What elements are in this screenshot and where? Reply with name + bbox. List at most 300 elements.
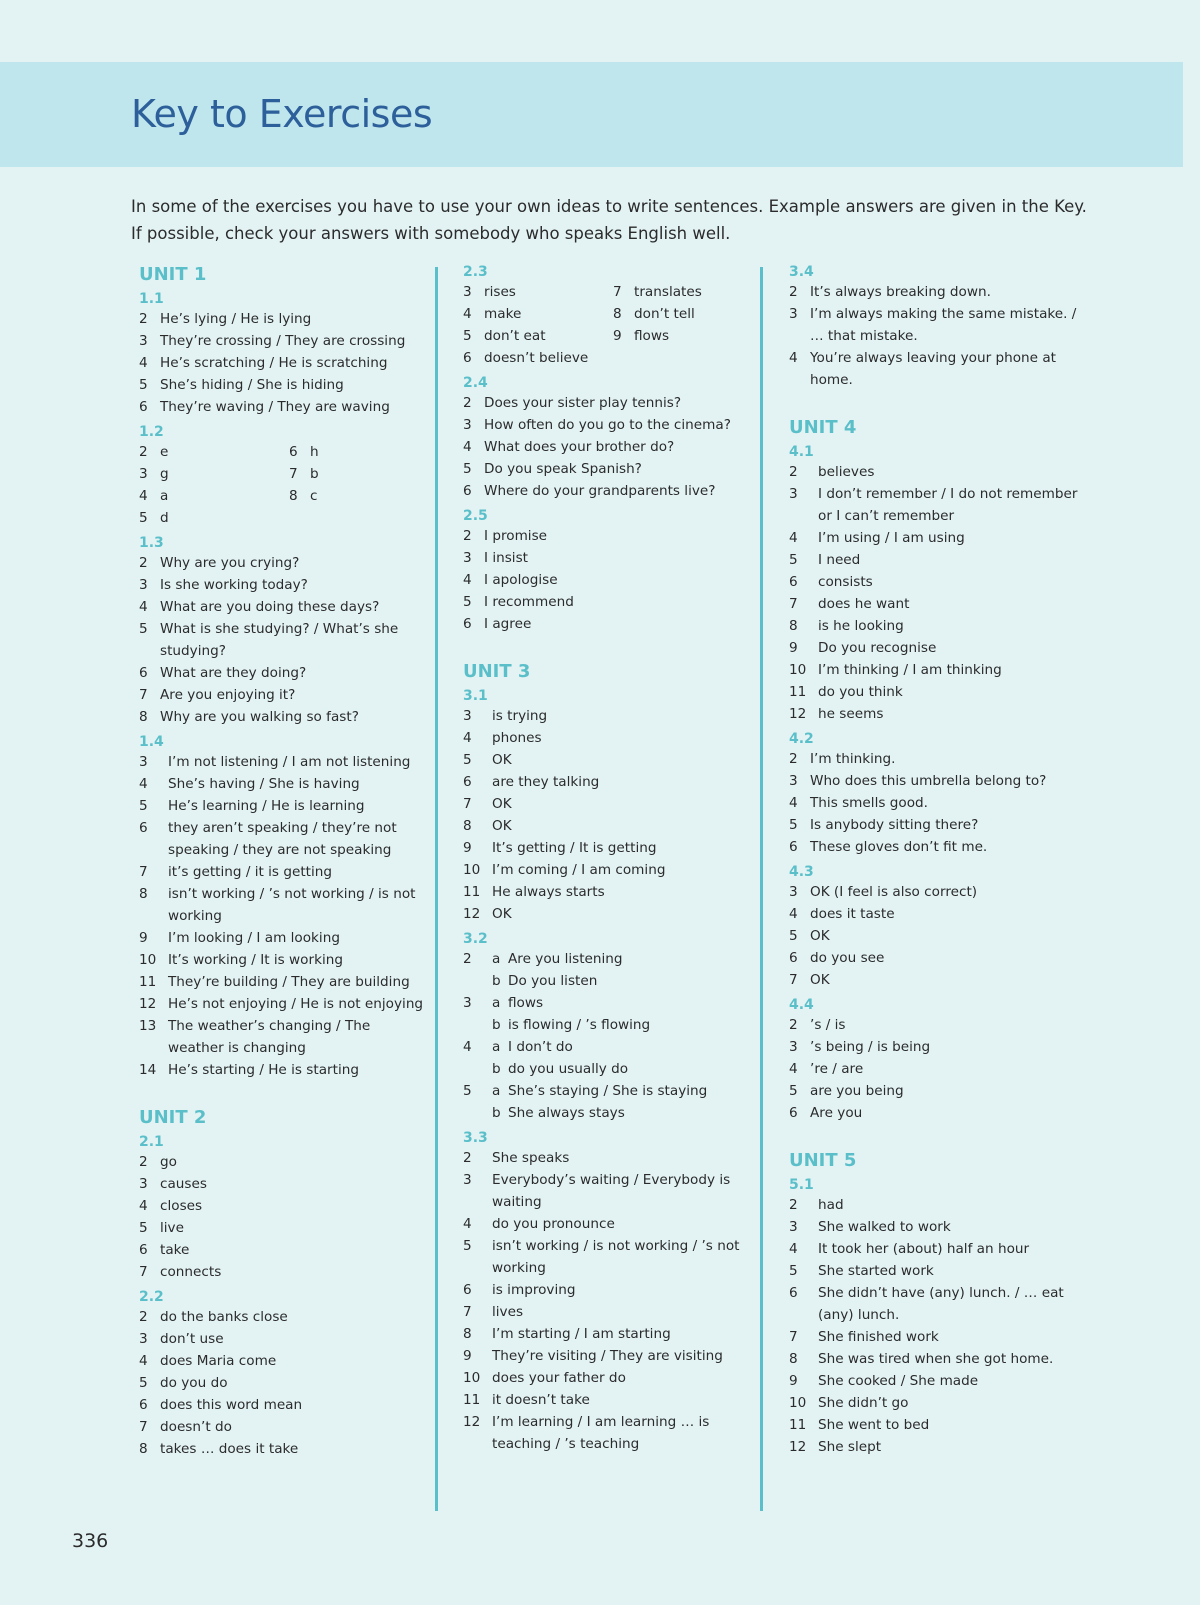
answer-text: h [310,444,319,460]
answer-list [789,461,1089,725]
answer-number: 7 [139,687,148,703]
answer-text: b [310,466,319,482]
answer-list [139,441,429,529]
answer-row [789,1326,1089,1348]
answer-letter: b [492,1105,501,1121]
answer-number: 3 [139,754,148,770]
answer-row [139,1015,429,1059]
answer-row [139,1306,429,1328]
answer-text: does this word mean [160,1397,303,1413]
answer-text: She didn’t go [818,1395,909,1411]
answer-list [789,1194,1089,1458]
answer-text: doesn’t believe [484,350,589,366]
answer-row [789,1436,1089,1458]
answer-text: He always starts [492,884,605,900]
answer-number: 8 [613,306,622,322]
answer-number: 4 [789,795,798,811]
answer-row [463,1058,763,1080]
answer-row [139,463,429,485]
answer-row [789,814,1089,836]
answer-text: What are they doing? [160,665,307,681]
answer-row [789,925,1089,947]
answer-number: 2 [789,1017,798,1033]
answer-number: 8 [789,1351,798,1367]
answer-row [789,1080,1089,1102]
answer-row [463,970,763,992]
answer-text: had [818,1197,844,1213]
answer-row [463,815,763,837]
answer-text: I apologise [484,572,558,588]
answer-row [789,1194,1089,1216]
answer-number: 7 [789,596,798,612]
answer-part: I don’t do [508,1039,573,1055]
answer-text: Why are you walking so fast? [160,709,359,725]
answer-number: 6 [289,444,298,460]
page-number: 336 [72,1530,109,1552]
intro-text [131,193,1131,247]
answer-row [789,303,1089,347]
answer-row [463,793,763,815]
answer-row [139,618,429,662]
answer-cell [289,441,409,463]
answer-number: 10 [139,952,157,968]
answer-text: I’m using / I am using [818,530,965,546]
answer-row [789,1238,1089,1260]
answer-part: is flowing / ’s flowing [508,1017,651,1033]
answer-text: I don’t remember / I do not remember or I can’t remember [818,486,1078,524]
answer-part: Are you listening [508,951,623,967]
answer-number: 4 [139,1353,148,1369]
answer-row [789,947,1089,969]
answer-row [789,1348,1089,1370]
answer-row [789,1414,1089,1436]
answer-text: does he want [818,596,910,612]
answer-text [492,1036,763,1058]
answer-text [492,970,763,992]
answer-row [789,836,1089,858]
unit-heading: UNIT 5 [789,1150,857,1171]
answer-row [139,574,429,596]
answer-row [789,1216,1089,1238]
answer-cell [613,325,733,347]
answer-text [492,1058,763,1080]
answer-text: He’s learning / He is learning [168,798,365,814]
answer-cell [613,303,733,325]
answer-number: 5 [789,1263,798,1279]
answer-number: 5 [139,798,148,814]
answer-number: 5 [139,621,148,637]
answer-text: I’m always making the same mistake. / … that mistake. [810,306,1077,344]
answer-row [789,281,1089,303]
answer-text: OK [810,972,830,988]
answer-text: OK [492,906,512,922]
answer-number: 4 [139,488,148,504]
answer-text: She didn’t have (any) lunch. / … eat (any) lunch. [818,1285,1064,1323]
answer-number: 9 [789,1373,798,1389]
answer-text [492,1014,763,1036]
answer-letter: a [492,951,501,967]
answer-row [139,795,429,817]
answer-text: I’m looking / I am looking [168,930,340,946]
answer-number: 5 [139,510,148,526]
answer-number: 11 [789,1417,807,1433]
answer-text: You’re always leaving your phone at home. [810,350,1056,388]
answer-number: 2 [139,444,148,460]
answer-number: 11 [139,974,157,990]
answer-row [463,414,763,436]
answer-row [139,1328,429,1350]
answer-row [789,1392,1089,1414]
answer-text: I’m thinking. [810,751,896,767]
answer-number [463,1102,492,1124]
answer-text: He’s scratching / He is scratching [160,355,388,371]
unit-heading: UNIT 4 [789,417,857,438]
answer-text: does Maria come [160,1353,277,1369]
answer-number: 11 [789,684,807,700]
answer-letter: a [492,1083,501,1099]
answer-number: 9 [463,840,472,856]
answer-number: 5 [789,817,798,833]
answer-letter: a [492,995,501,1011]
answer-number: 5 [139,1375,148,1391]
answer-row [789,881,1089,903]
answer-number: 7 [463,1304,472,1320]
answer-row [139,773,429,795]
answer-row [463,347,763,369]
answer-row [139,1438,429,1460]
answer-text: Are you [810,1105,863,1121]
answer-number: 5 [789,928,798,944]
answer-list [139,1306,429,1460]
answer-number: 2 [789,464,798,480]
answer-number: 8 [463,1326,472,1342]
exercise-number: 1.2 [139,424,164,440]
answer-row [463,1411,763,1455]
answer-cell [289,463,409,485]
answer-text: don’t eat [484,328,546,344]
answer-number: 6 [139,1242,148,1258]
answer-row [463,281,763,303]
answer-number: 3 [139,577,148,593]
intro-line-1: In some of the exercises you have to use your own ideas to write sentences. Example answers are given in the Key. [131,197,1087,216]
answer-row [139,1372,429,1394]
answer-text: ’s / is [810,1017,846,1033]
answer-row [139,1217,429,1239]
answer-number: 10 [463,1370,481,1386]
answer-number: 3 [463,417,472,433]
answer-list [463,525,763,635]
answer-row [789,549,1089,571]
answer-text: I need [818,552,861,568]
answer-number: 9 [789,640,798,656]
answer-row [463,1345,763,1367]
answer-row [789,347,1089,391]
answer-row [789,1282,1089,1326]
answer-number: 6 [463,350,472,366]
answer-number: 7 [139,864,148,880]
answer-row [139,1059,429,1081]
exercise-number: 4.3 [789,864,814,880]
answer-number: 2 [463,1150,472,1166]
answer-number: 12 [463,906,481,922]
answer-text: I insist [484,550,528,566]
answer-row [139,751,429,773]
answer-list [789,281,1089,391]
answer-row [463,1213,763,1235]
answer-text: This smells good. [810,795,928,811]
column-1 [139,264,429,1460]
answer-number: 4 [463,572,472,588]
answer-text: rises [484,284,516,300]
answer-number: 5 [463,752,472,768]
answer-text: are you being [810,1083,904,1099]
answer-row [789,903,1089,925]
answer-row [463,1367,763,1389]
answer-number [463,1058,492,1080]
answer-number: 5 [139,377,148,393]
answer-number: 8 [289,488,298,504]
exercise-number: 3.3 [463,1130,488,1146]
answer-row [463,837,763,859]
answer-number: 3 [463,1172,472,1188]
answer-text: What is she studying? / What’s she studying? [160,621,399,659]
answer-number: 4 [463,306,472,322]
unit-heading: UNIT 3 [463,661,531,682]
answer-text: OK (I feel is also correct) [810,884,978,900]
answer-number: 10 [463,862,481,878]
answer-row [463,525,763,547]
answer-number: 2 [789,1197,798,1213]
answer-number: 4 [789,530,798,546]
answer-row [139,308,429,330]
answer-row [789,792,1089,814]
answer-number: 5 [139,1220,148,1236]
answer-text: do you do [160,1375,228,1391]
answer-number: 8 [139,709,148,725]
answer-letter: b [492,1061,501,1077]
answer-number: 3 [463,550,472,566]
answer-text: isn’t working / ’s not working / is not working [168,886,416,924]
answer-number: 2 [463,395,472,411]
exercise-number: 2.5 [463,508,488,524]
answer-text: They’re crossing / They are crossing [160,333,406,349]
answer-text: doesn’t do [160,1419,232,1435]
answer-text: She started work [818,1263,934,1279]
answer-text: closes [160,1198,203,1214]
answer-text: What are you doing these days? [160,599,380,615]
answer-text: a [160,488,169,504]
exercise-number: 4.1 [789,444,814,460]
answer-row [139,552,429,574]
column-divider [435,267,438,1511]
answer-number: 4 [463,1216,472,1232]
answer-number: 6 [789,574,798,590]
answer-letter: b [492,973,501,989]
answer-number: 2 [463,528,472,544]
answer-number: 8 [789,618,798,634]
answer-row [139,1261,429,1283]
exercise-number: 1.1 [139,291,164,307]
answer-text: c [310,488,318,504]
answer-number: 11 [463,1392,481,1408]
answer-cell [139,463,289,485]
answer-number: 3 [463,284,472,300]
answer-number: 10 [789,1395,807,1411]
answer-row [789,659,1089,681]
answer-text: Where do your grandparents live? [484,483,716,499]
answer-number: 5 [789,1083,798,1099]
answer-text: d [160,510,169,526]
answer-row [463,881,763,903]
answer-number: 4 [139,776,148,792]
answer-row [463,1279,763,1301]
answer-text: do you think [818,684,903,700]
answer-row [139,330,429,352]
answer-row [463,392,763,414]
answer-number: 3 [463,995,472,1011]
answer-text: I’m starting / I am starting [492,1326,671,1342]
answer-list [139,751,429,1081]
answer-row [463,303,763,325]
answer-text: don’t use [160,1331,224,1347]
answer-row [463,591,763,613]
answer-text: I’m coming / I am coming [492,862,666,878]
unit-heading: UNIT 1 [139,264,207,285]
answer-number: 4 [789,1241,798,1257]
answer-row [463,948,763,970]
answer-row [463,1323,763,1345]
answer-text: She walked to work [818,1219,951,1235]
answer-text: Who does this umbrella belong to? [810,773,1047,789]
answer-number: 5 [463,1238,472,1254]
answer-row [139,927,429,949]
answer-cell [463,347,613,369]
answer-row [139,993,429,1015]
answer-cell [463,303,613,325]
answer-text: take [160,1242,190,1258]
answer-row [463,1301,763,1323]
answer-text: She speaks [492,1150,570,1166]
answer-text: it doesn’t take [492,1392,590,1408]
answer-text [492,1102,763,1124]
answer-number: 6 [139,399,148,415]
answer-row [789,483,1089,527]
answer-text: She finished work [818,1329,939,1345]
answer-text: I’m thinking / I am thinking [818,662,1002,678]
answer-row [463,1014,763,1036]
answer-part: do you usually do [508,1061,629,1077]
answer-number [463,1014,492,1036]
exercise-number: 2.2 [139,1289,164,1305]
answer-row [789,1260,1089,1282]
answer-text: Are you enjoying it? [160,687,296,703]
answer-row [139,374,429,396]
answer-number: 2 [463,951,472,967]
answer-number: 13 [139,1018,157,1034]
answer-row [139,662,429,684]
answer-text: It’s always breaking down. [810,284,991,300]
exercise-number: 1.4 [139,734,164,750]
answer-text: These gloves don’t fit me. [810,839,988,855]
answer-number: 7 [139,1419,148,1435]
answer-number: 6 [463,483,472,499]
answer-number: 3 [789,486,798,502]
answer-letter: b [492,1017,501,1033]
answer-row [463,1080,763,1102]
answer-row [139,1151,429,1173]
exercise-number: 3.4 [789,264,814,280]
answer-cell [139,485,289,507]
answer-row [463,705,763,727]
answer-row [139,1239,429,1261]
answer-number: 2 [139,1154,148,1170]
answer-text [492,1080,763,1102]
answer-number: 4 [463,439,472,455]
answer-number: 3 [789,773,798,789]
answer-number: 10 [789,662,807,678]
answer-row [789,703,1089,725]
exercise-number: 4.2 [789,731,814,747]
answer-number: 9 [139,930,148,946]
answer-number: 7 [789,1329,798,1345]
answer-row [139,861,429,883]
answer-text: Does your sister play tennis? [484,395,682,411]
answer-number: 6 [463,1282,472,1298]
answer-part: flows [508,995,544,1011]
answer-cell [463,325,613,347]
answer-row [789,1036,1089,1058]
answer-list [463,281,763,369]
answer-text: believes [818,464,875,480]
answer-text: He’s starting / He is starting [168,1062,359,1078]
answer-number: 2 [139,555,148,571]
intro-line-2: If possible, check your answers with somebody who speaks English well. [131,224,731,243]
answer-number: 6 [463,774,472,790]
answer-number: 3 [139,466,148,482]
answer-row [789,969,1089,991]
answer-number: 3 [789,1039,798,1055]
answer-text: they aren’t speaking / they’re not speaking / they are not speaking [168,820,397,858]
answer-number: 14 [139,1062,157,1078]
answer-text: e [160,444,169,460]
answer-number: 7 [139,1264,148,1280]
answer-row [463,480,763,502]
answer-text: Is she working today? [160,577,308,593]
answer-row [139,1394,429,1416]
answer-number: 7 [613,284,622,300]
answer-number: 5 [463,461,472,477]
page-title: Key to Exercises [131,92,433,136]
answer-row [789,571,1089,593]
answer-text: How often do you go to the cinema? [484,417,731,433]
answer-text: OK [492,796,512,812]
answer-text: He’s not enjoying / He is not enjoying [168,996,424,1012]
answer-letter: a [492,1039,501,1055]
answer-row [139,352,429,374]
answer-text: OK [492,752,512,768]
answer-row [139,949,429,971]
answer-text: g [160,466,169,482]
answer-number: 8 [139,886,148,902]
answer-row [463,992,763,1014]
answer-text: She’s hiding / She is hiding [160,377,344,393]
answer-row [789,593,1089,615]
answer-text: I’m not listening / I am not listening [168,754,411,770]
answer-number: 8 [463,818,472,834]
answer-number [463,970,492,992]
answer-cell [463,281,613,303]
answer-text: go [160,1154,177,1170]
